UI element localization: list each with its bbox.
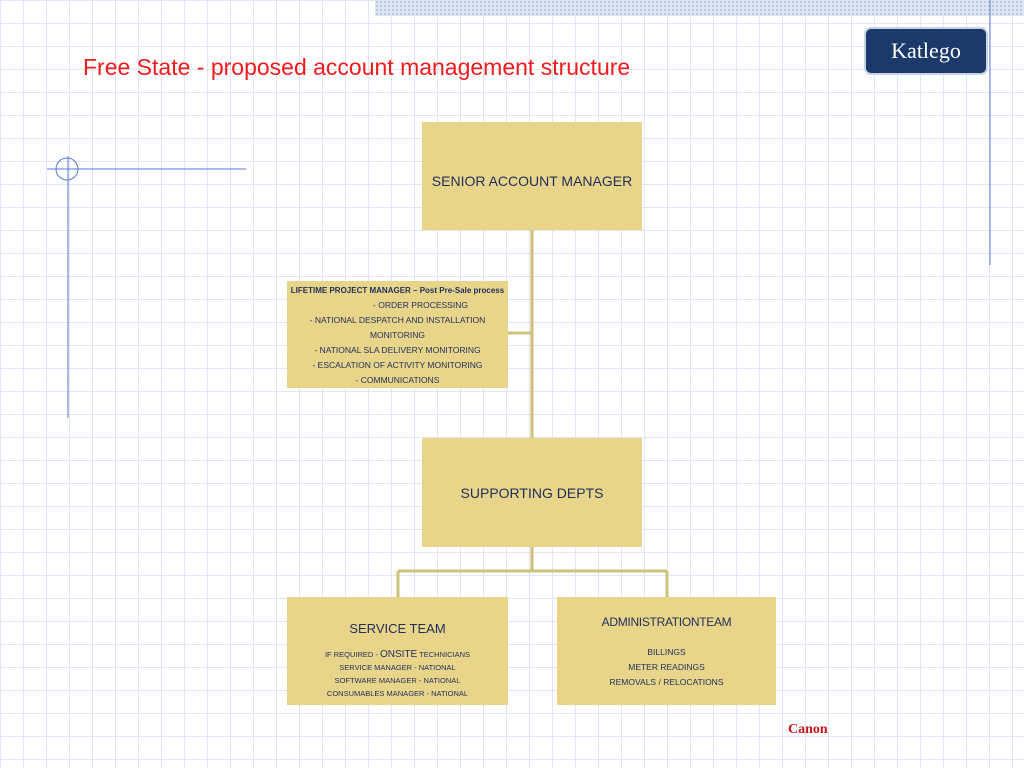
lifetime-line-sla-monitoring: - NATIONAL SLA DELIVERY MONITORING (314, 345, 481, 355)
slide-title: Free State - proposed account management structure (83, 54, 631, 80)
admin-line-billings: BILLINGS (647, 647, 686, 657)
senior-account-manager-box (422, 122, 642, 230)
service-team-box (287, 597, 508, 705)
lifetime-project-manager-box (287, 281, 508, 388)
admin-line-removals: REMOVALS / RELOCATIONS (609, 677, 724, 687)
senior-title: SENIOR ACCOUNT MANAGER (431, 173, 633, 189)
logo-text: Katlego (891, 38, 961, 63)
service-required-line: IF REQUIRED - ONSITE TECHNICIANS (324, 649, 471, 660)
lifetime-line-monitoring: MONITORING (369, 330, 426, 340)
lifetime-line-national-despatch: - NATIONAL DESPATCH AND INSTALLATION (309, 315, 486, 325)
administration-team-box (557, 597, 776, 705)
service-line-consumables-manager: CONSUMABLES MANAGER - NATIONAL (326, 689, 469, 698)
lifetime-line-order-processing: - ORDER PROCESSING (373, 300, 468, 310)
admin-title: ADMINISTRATIONTEAM (601, 615, 732, 629)
lifetime-line-communications: - COMMUNICATIONS (355, 375, 440, 385)
admin-line-meter-readings: METER READINGS (628, 662, 705, 672)
supporting-title: SUPPORTING DEPTS (460, 485, 604, 501)
supporting-depts-box (422, 438, 642, 547)
footer-brand-canon: Canon (788, 722, 828, 737)
lifetime-line-escalation: - ESCALATION OF ACTIVITY MONITORING (312, 360, 483, 370)
service-title: SERVICE TEAM (349, 621, 446, 636)
service-line-service-manager: SERVICE MANAGER - NATIONAL (339, 663, 456, 672)
service-line-software-manager: SOFTWARE MANAGER - NATIONAL (334, 676, 461, 685)
lifetime-title: LIFETIME PROJECT MANAGER – Post Pre-Sale process (290, 286, 505, 295)
